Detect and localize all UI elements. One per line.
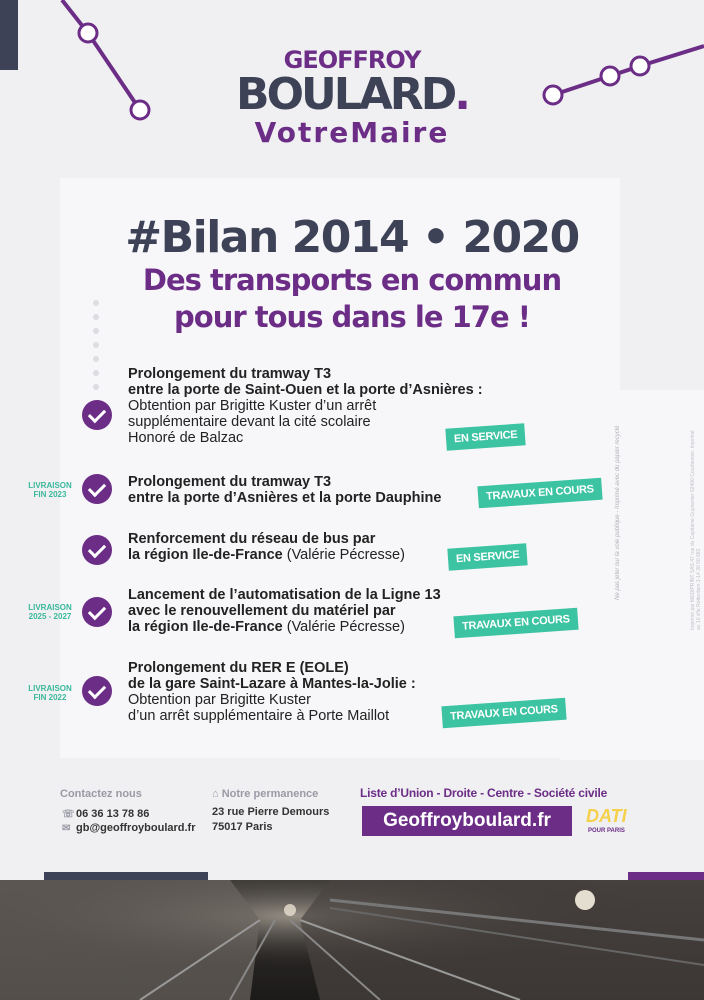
- home-icon: ⌂: [212, 788, 222, 800]
- list-item: Lancement de l’automatisation de la Ligne 13 avec le renouvellement du matériel par la région Ile-de-France (Valérie Pécresse): [128, 587, 441, 635]
- dati-logo: DATI: [586, 806, 627, 826]
- check-icon: [82, 400, 112, 430]
- dati-logo-sub: POUR PARIS: [588, 828, 625, 834]
- list-item: Prolongement du RER E (EOLE) de la gare Saint-Lazare à Mantes-la-Jolie : Obtention par Brigitte Kuster d’un arrêt supplémentaire à Porte Maillot: [128, 660, 416, 724]
- logo-tagline: VotreMaire: [254, 116, 450, 149]
- email-line[interactable]: ✉ gb@geoffroyboulard.fr: [62, 822, 196, 834]
- permanence-title: ⌂ Notre permanence: [212, 788, 319, 800]
- list-item: Prolongement du tramway T3 entre la porte de Saint-Ouen et la porte d’Asnières : Obtention par Brigitte Kuster d’un arrêt supplémentaire devant la cité scolaire Honoré de Balzac: [128, 366, 483, 446]
- check-icon: [82, 676, 112, 706]
- list-item: Prolongement du tramway T3 entre la porte d’Asnières et la porte Dauphine: [128, 474, 442, 506]
- list-tagline: Liste d’Union - Droite - Centre - Société civile: [360, 786, 608, 800]
- address-line1: 23 rue Pierre Demours: [212, 806, 330, 818]
- status-badge: TRAVAUX EN COURS: [453, 608, 578, 639]
- timeline-dots: [93, 300, 101, 398]
- email-icon: ✉: [62, 823, 71, 834]
- logo-lastname: BOULARD.: [236, 69, 468, 120]
- phone-icon: ☏: [62, 809, 75, 820]
- status-badge: EN SERVICE: [447, 543, 528, 570]
- printer-notice: Imprimé par MEDIPRINT SAS 47 rue du Capitaine Guynemer 92400 Courbevoie. Imprimé au 10 d’le Rotterdam 1-14 30 50 683: [690, 430, 702, 630]
- contact-title: Contactez nous: [60, 788, 142, 800]
- footer: [0, 780, 704, 880]
- address-line2: 75017 Paris: [212, 821, 273, 833]
- website-button[interactable]: Geoffroyboulard.fr: [362, 806, 572, 836]
- logo-firstname: GEOFFROY: [283, 46, 421, 74]
- delivery-label: LIVRAISON 2025 - 2027: [28, 603, 72, 621]
- status-badge: TRAVAUX EN COURS: [441, 698, 566, 729]
- delivery-label: LIVRAISON FIN 2023: [28, 481, 72, 499]
- status-badge: EN SERVICE: [445, 423, 526, 450]
- check-icon: [82, 474, 112, 504]
- logo: [0, 46, 704, 150]
- check-icon: [82, 535, 112, 565]
- list-item: Renforcement du réseau de bus par la région Ile-de-France (Valérie Pécresse): [128, 531, 405, 563]
- status-badge: TRAVAUX EN COURS: [477, 478, 602, 509]
- check-icon: [82, 597, 112, 627]
- metro-tunnel-photo: [0, 880, 704, 1000]
- content-card-extension: [560, 390, 704, 760]
- page-title: #Bilan 2014 • 2020: [125, 212, 579, 263]
- page-subtitle: Des transports en commun pour tous dans le 17e !: [142, 263, 562, 334]
- phone-line[interactable]: ☏06 36 13 78 86: [62, 808, 150, 820]
- delivery-label: LIVRAISON FIN 2022: [28, 684, 72, 702]
- legal-notice: Ne pas jeter sur la voie publique - Imprimé avec du papier recyclé: [615, 425, 621, 600]
